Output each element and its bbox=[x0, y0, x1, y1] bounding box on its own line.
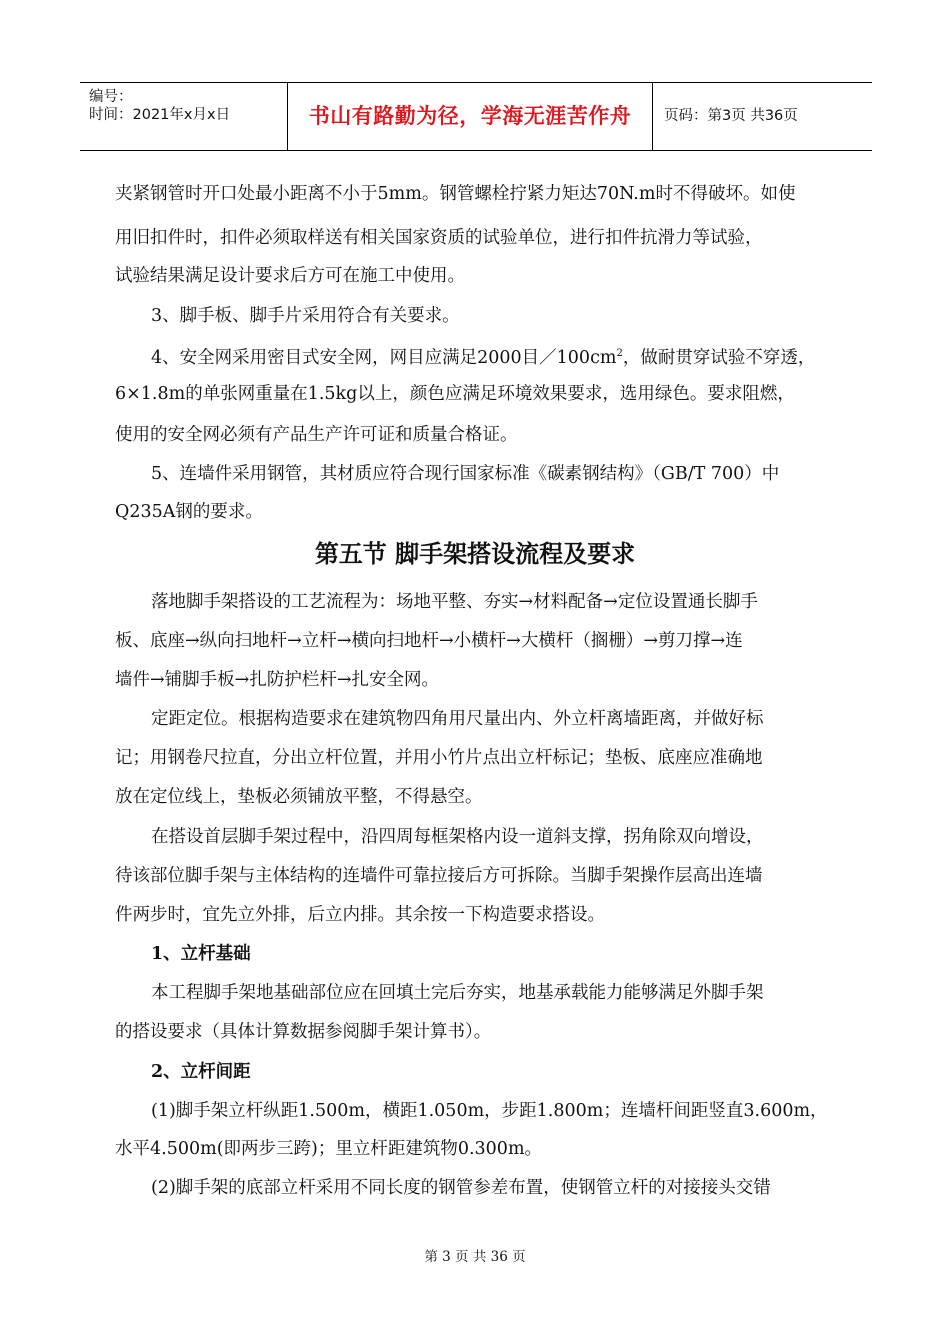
paragraph-line: 用旧扣件时，扣件必须取样送有相关国家资质的试验单位，进行扣件抗滑力等试验， bbox=[115, 228, 763, 248]
paragraph-line: 记；用钢卷尺拉直，分出立杆位置，并用小竹片点出立杆标记；垫板、底座应准确地 bbox=[115, 748, 763, 768]
paragraph-line: 夹紧钢管时开口处最小距离不小于5mm。钢管螺栓拧紧力矩达70N.m时不得破坏。如使 bbox=[115, 184, 796, 204]
paragraph-line: 落地脚手架搭设的工艺流程为：场地平整、夯实→材料配备→定位设置通长脚手 bbox=[151, 592, 758, 612]
header-motto: 书山有路勤为径，学海无涯苦作舟 bbox=[308, 104, 632, 128]
paragraph-line: 本工程脚手架地基础部位应在回填土完后夯实，地基承载能力能够满足外脚手架 bbox=[151, 983, 764, 1003]
paragraph-line: 的搭设要求（具体计算数据参阅脚手架计算书）。 bbox=[115, 1022, 492, 1042]
number-label: 编号： bbox=[89, 89, 133, 105]
header-page-info: 页码：第3页 共36页 bbox=[664, 108, 798, 124]
paragraph-line: Q235A钢的要求。 bbox=[115, 502, 263, 522]
page-footer: 第 3 页 共 36 页 bbox=[424, 1249, 526, 1265]
paragraph-line: 水平4.500m(即两步三跨)；里立杆距建筑物0.300m。 bbox=[115, 1139, 543, 1159]
superscript: 2 bbox=[616, 348, 623, 360]
subheading: 1、立杆基础 bbox=[151, 944, 251, 964]
paragraph-line: 板、底座→纵向扫地杆→立杆→横向扫地杆→小横杆→大横杆（搁栅）→剪刀撑→连 bbox=[115, 631, 743, 651]
text-span: 4、安全网采用密目式安全网，网目应满足2000目／100cm bbox=[151, 348, 617, 368]
document-header bbox=[80, 82, 872, 151]
paragraph-line: 定距定位。根据构造要求在建筑物四角用尺量出内、外立杆离墙距离，并做好标 bbox=[151, 709, 764, 729]
paragraph-line: (1)脚手架立杆纵距1.500m，横距1.050m，步距1.800m；连墙杆间距竖直3.600m， bbox=[151, 1101, 828, 1121]
paragraph-line: 使用的安全网必须有产品生产许可证和质量合格证。 bbox=[115, 425, 518, 445]
paragraph-line: 放在定位线上，垫板必须铺放平整，不得悬空。 bbox=[115, 787, 483, 807]
date-line: 时间：2021年x月x日 bbox=[89, 107, 231, 123]
paragraph-line: 在搭设首层脚手架过程中，沿四周每框架格内设一道斜支撑，拐角除双向增设， bbox=[151, 827, 764, 847]
paragraph-line: (2)脚手架的底部立杆采用不同长度的钢管参差布置，使钢管立杆的对接接头交错 bbox=[151, 1178, 771, 1198]
paragraph-line: 墙件→铺脚手板→扎防护栏杆→扎安全网。 bbox=[115, 670, 439, 690]
paragraph-line bbox=[151, 344, 815, 369]
header-divider bbox=[652, 83, 653, 150]
subheading: 2、立杆间距 bbox=[151, 1062, 251, 1082]
paragraph-line: 6×1.8m的单张网重量在1.5kg以上，颜色应满足环境效果要求，选用绿色。要求阻燃， bbox=[115, 384, 795, 404]
header-meta bbox=[80, 83, 287, 150]
paragraph-line: 3、脚手板、脚手片采用符合有关要求。 bbox=[151, 306, 460, 326]
section-title: 第五节 脚手架搭设流程及要求 bbox=[314, 540, 636, 568]
paragraph-line: 试验结果满足设计要求后方可在施工中使用。 bbox=[115, 266, 465, 286]
paragraph-line: 待该部位脚手架与主体结构的连墙件可靠拉接后方可拆除。当脚手架操作层高出连墙 bbox=[115, 866, 763, 886]
paragraph-line: 件两步时，宜先立外排，后立内排。其余按一下构造要求搭设。 bbox=[115, 905, 605, 925]
text-span: ，做耐贯穿试验不穿透， bbox=[622, 348, 816, 368]
paragraph-line: 5、连墙件采用钢管，其材质应符合现行国家标准《碳素钢结构》（GB/T 700）中 bbox=[151, 464, 780, 484]
